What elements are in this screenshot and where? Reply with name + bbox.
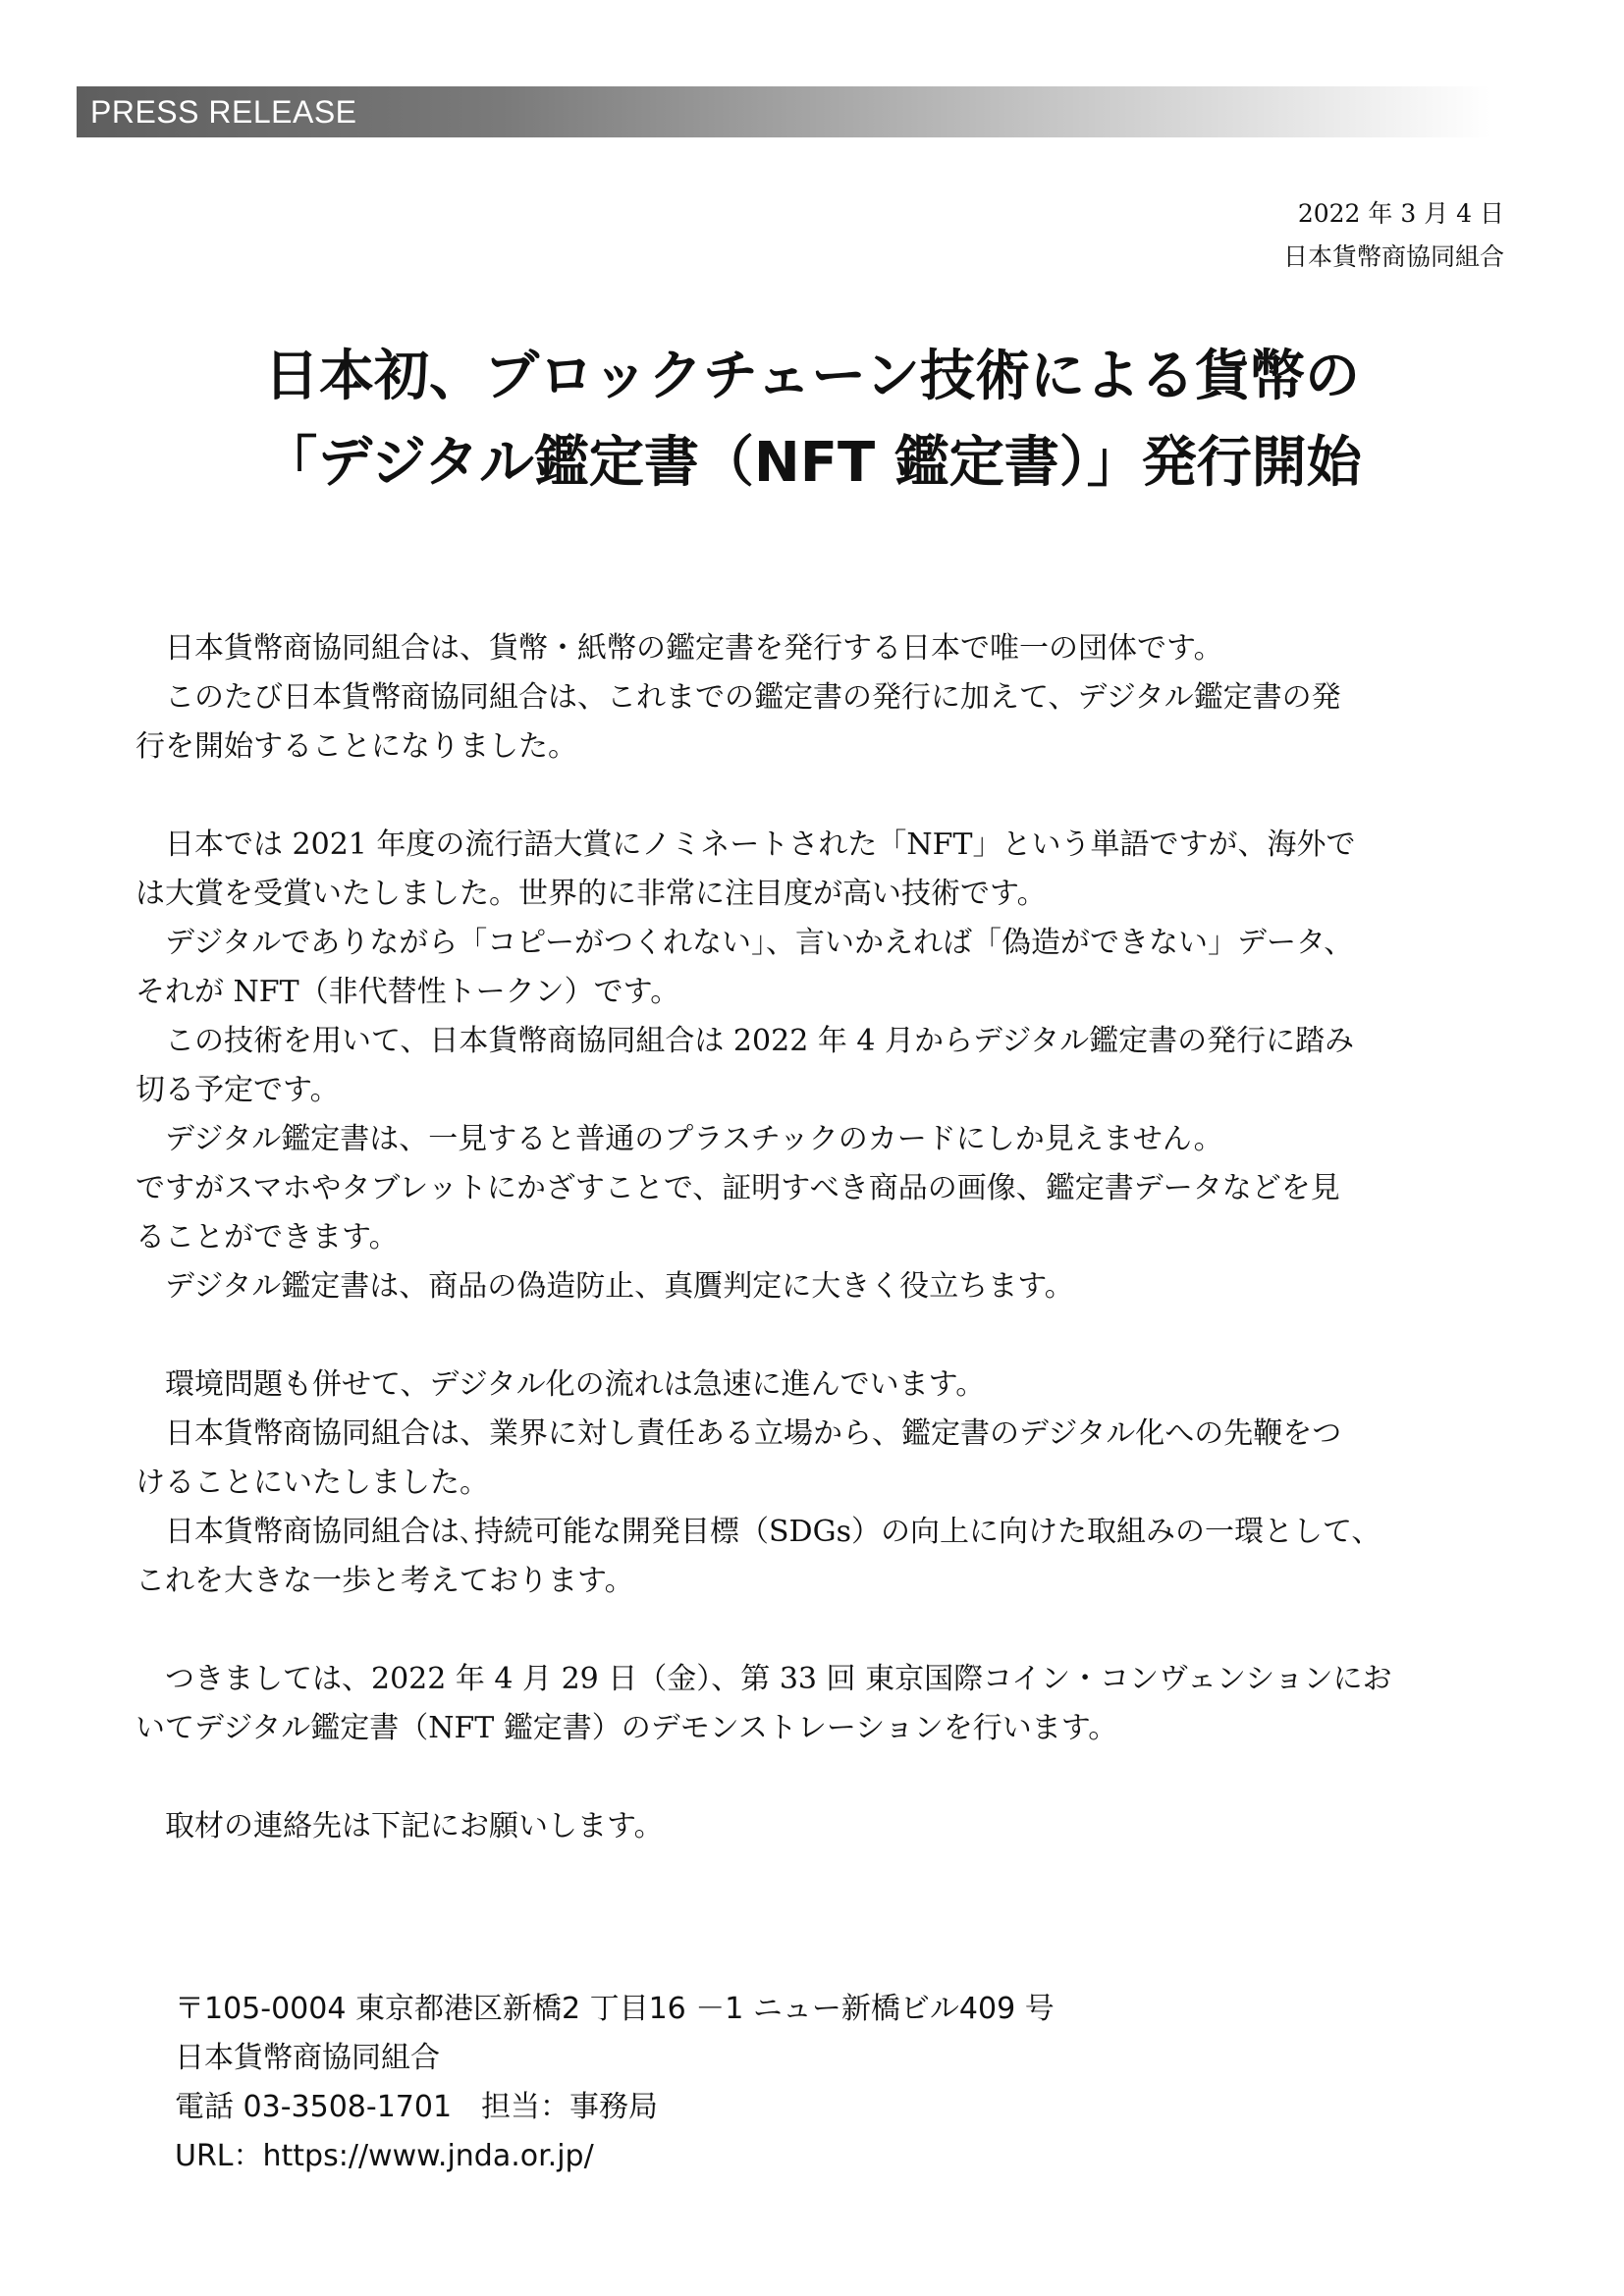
press-release-banner — [77, 86, 1490, 137]
text-line: 日本貨幣商協同組合は、貨幣・紙幣の鑑定書を発行する日本で唯一の団体です。 — [165, 631, 1223, 666]
text-line: つきましては、2022 年 4 月 29 日（金）、第 33 回 東京国際コイン・コンヴェンションにお — [165, 1662, 1392, 1696]
contact-phone: 電話 03-3508-1701 担当：事務局 — [175, 2090, 659, 2124]
paragraph-gap — [135, 772, 1500, 821]
paragraph — [135, 1361, 1500, 1410]
paragraph — [135, 1655, 1500, 1753]
text-line: 取材の連絡先は下記にお願いします。 — [165, 1809, 664, 1843]
paragraph — [135, 1017, 1500, 1115]
text-line: 日本では 2021 年度の流行語大賞にノミネートされた「NFT」という単語ですが、海外で — [165, 828, 1356, 862]
paragraph-gap — [135, 1753, 1500, 1802]
text-line: このたび日本貨幣商協同組合は、これまでの鑑定書の発行に加えて、デジタル鑑定書の発 — [165, 680, 1341, 715]
release-meta — [1283, 192, 1504, 279]
text-line: デジタル鑑定書は、商品の偽造防止、真贋判定に大きく役立ちます。 — [165, 1269, 1074, 1304]
contact-block — [175, 1985, 1055, 2181]
text-line: 日本貨幣商協同組合は､持続可能な開発目標（SDGs）の向上に向けた取組みの一環として、 — [165, 1515, 1381, 1549]
text-line: は大賞を受賞いたしました。世界的に非常に注目度が高い技術です。 — [135, 877, 1047, 911]
text-line: これを大きな一歩と考えております。 — [135, 1564, 634, 1598]
paragraph-gap — [135, 1311, 1500, 1361]
text-line: 切る予定です。 — [135, 1073, 340, 1107]
page-title — [0, 334, 1624, 507]
text-line: 行を開始することになりました。 — [135, 729, 577, 764]
contact-address: 〒105-0004 東京都港区新橋2 丁目16 －1 ニュー新橋ビル409 号 — [175, 1992, 1055, 2026]
banner-label: PRESS RELEASE — [90, 94, 357, 130]
paragraph — [135, 1262, 1500, 1311]
paragraph — [135, 624, 1500, 673]
paragraph — [135, 1115, 1500, 1262]
contact-url: URL：https://www.jnda.or.jp/ — [175, 2139, 594, 2173]
text-line: けることにいたしました。 — [135, 1466, 489, 1500]
paragraph — [135, 821, 1500, 919]
paragraph — [135, 1802, 1500, 1851]
text-line: 環境問題も併せて、デジタル化の流れは急速に進んでいます。 — [165, 1367, 986, 1402]
release-date: 2022 年 3 月 4 日 — [1297, 199, 1504, 228]
paragraph — [135, 1410, 1500, 1508]
title-line-1: 日本初、ブロックチェーン技術による貨幣の — [263, 345, 1361, 408]
text-line: デジタルでありながら「コピーがつくれない」、言いかえれば「偽造ができない」データ、 — [165, 926, 1354, 960]
text-line: この技術を用いて、日本貨幣商協同組合は 2022 年 4 月からデジタル鑑定書の発行に踏み — [165, 1024, 1355, 1058]
text-line: ですがスマホやタブレットにかざすことで、証明すべき商品の画像、鑑定書データなどを見 — [135, 1171, 1340, 1205]
paragraph — [135, 919, 1500, 1017]
contact-organization: 日本貨幣商協同組合 — [175, 2041, 440, 2075]
text-line: 日本貨幣商協同組合は、業界に対し責任ある立場から、鑑定書のデジタル化への先鞭をつ — [165, 1416, 1342, 1451]
text-line: デジタル鑑定書は、一見すると普通のプラスチックのカードにしか見えません。 — [165, 1122, 1223, 1156]
text-line: ることができます。 — [135, 1220, 399, 1255]
release-body — [135, 624, 1500, 1851]
title-line-2: 「デジタル鑑定書（NFT 鑑定書）」発行開始 — [262, 431, 1362, 495]
text-line: それが NFT（非代替性トークン）です。 — [135, 975, 680, 1009]
paragraph — [135, 673, 1500, 772]
paragraph — [135, 1508, 1500, 1606]
text-line: いてデジタル鑑定書（NFT 鑑定書）のデモンストレーションを行います。 — [135, 1711, 1118, 1745]
paragraph-gap — [135, 1606, 1500, 1655]
issuing-organization: 日本貨幣商協同組合 — [1282, 242, 1504, 271]
